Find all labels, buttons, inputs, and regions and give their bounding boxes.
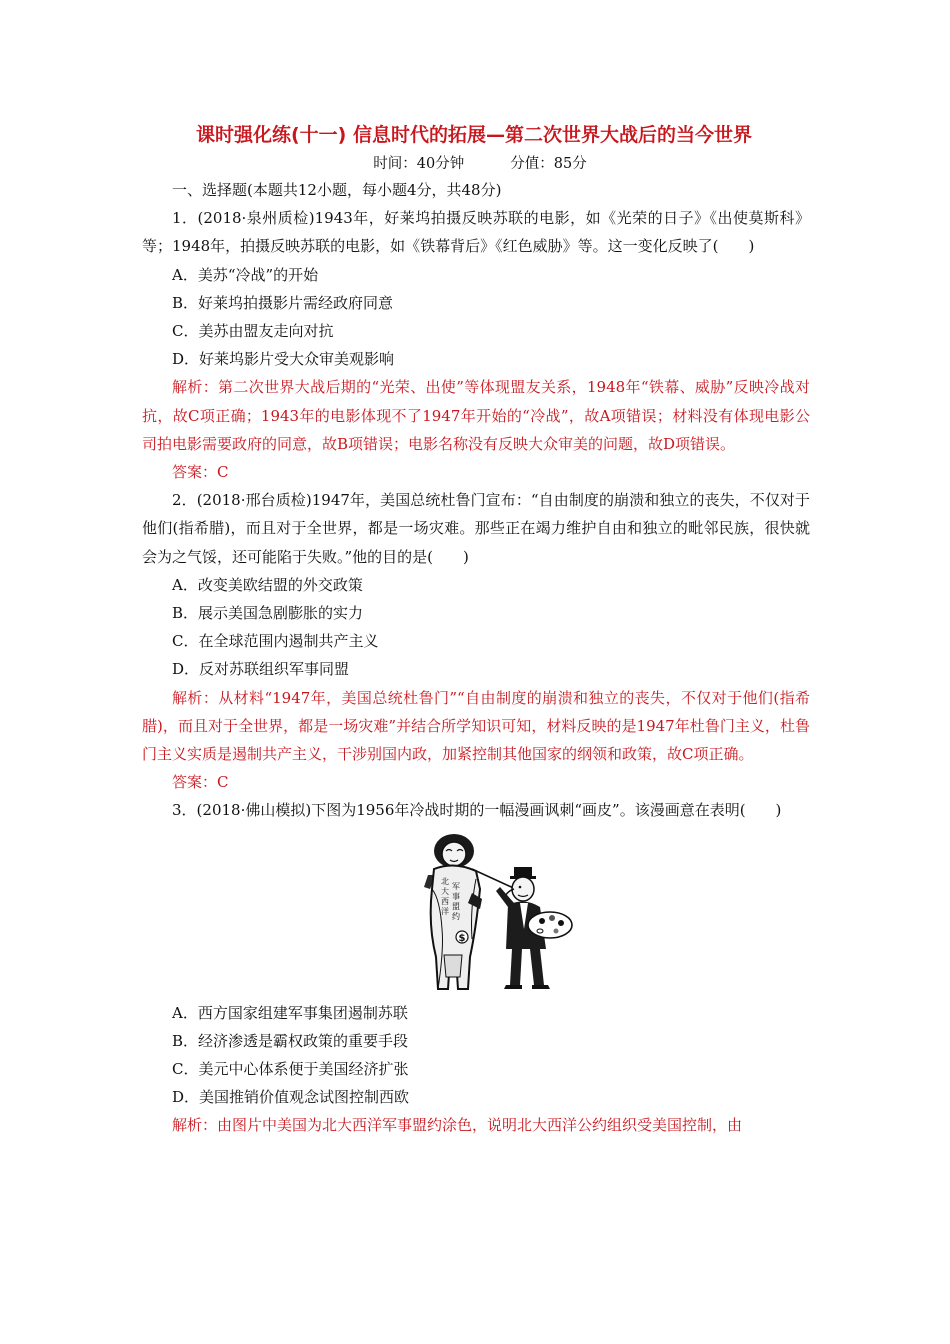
q3-option-d: D．美国推销价值观念试图控制西欧	[172, 1088, 410, 1107]
svg-text:约: 约	[452, 911, 460, 921]
question-3-stem: 3．(2018·佛山模拟)下图为1956年冷战时期的一幅漫画讽刺“画皮”。该漫画意在表明( )	[172, 801, 782, 820]
svg-text:西: 西	[441, 896, 449, 906]
q2-option-a: A．改变美欧结盟的外交政策	[172, 575, 363, 594]
q2-answer: 答案：C	[172, 773, 229, 792]
svg-text:洋: 洋	[441, 906, 449, 916]
painter-figure	[472, 867, 572, 989]
time-limit: 时间：40分钟	[373, 156, 465, 172]
q1-option-d: D．好莱坞影片受大众审美观影响	[172, 350, 395, 369]
svg-text:北: 北	[441, 876, 449, 886]
cartoon-image	[410, 829, 578, 995]
svg-text:大: 大	[441, 886, 449, 896]
q1-option-b: B．好莱坞拍摄影片需经政府同意	[172, 293, 394, 312]
exam-meta	[150, 152, 810, 176]
q2-analysis: 解析：从材料“1947年，美国总统杜鲁门”“自由制度的崩溃和独立的丧失，不仅对于他们(指希腊)，而且对于全世界，都是一场灾难”并结合所学知识可知，材料反映的是1947年杜鲁门主义，杜鲁门主义实质是遏制共产主义，干涉别国内政，加紧控制其他国家的纲领和政策，故C项正确。	[142, 688, 810, 764]
q1-option-a: A．美苏“冷战”的开始	[172, 265, 319, 284]
section-heading: 一、选择题(本题共12小题，每小题4分，共48分)	[172, 181, 502, 199]
cartoon-figure	[142, 829, 810, 995]
q1-answer: 答案：C	[172, 463, 229, 482]
document-page	[142, 118, 810, 1140]
svg-text:事: 事	[452, 891, 460, 901]
svg-text:盟: 盟	[452, 901, 460, 911]
question-2-stem: 2．(2018·邢台质检)1947年，美国总统杜鲁门宣布：“自由制度的崩溃和独立的丧失，不仅对于他们(指希腊)，而且对于全世界，都是一场灾难。那些正在竭力维护自由和独立的毗邻民族，很快就会为之气馁，还可能陷于失败。”他的目的是( )	[142, 491, 810, 566]
q3-option-c: C．美元中心体系便于美国经济扩张	[172, 1060, 409, 1079]
q3-analysis: 解析：由图片中美国为北大西洋军事盟约涂色，说明北大西洋公约组织受美国控制，由	[172, 1116, 743, 1135]
dollar-sign: $	[458, 932, 466, 944]
total-score: 分值：85分	[510, 156, 587, 172]
q3-option-b: B．经济渗透是霸权政策的重要手段	[172, 1031, 409, 1050]
q2-option-b: B．展示美国急剧膨胀的实力	[172, 604, 364, 623]
page-title: 课时强化练(十一) 信息时代的拓展—第二次世界大战后的当今世界	[196, 124, 752, 146]
q2-option-d: D．反对苏联组织军事同盟	[172, 660, 350, 679]
q1-analysis: 解析：第二次世界大战后期的“光荣、出使”等体现盟友关系，1948年“铁幕、威胁”反映冷战对抗，故C项正确；1943年的电影体现不了1947年开始的“冷战”，故A项错误；材料没有体现电影公司拍电影需要政府的同意，故B项错误；电影名称没有反映大众审美的问题，故D项错误。	[142, 378, 810, 453]
q3-option-a: A．西方国家组建军事集团遏制苏联	[172, 1003, 408, 1022]
question-1-stem: 1．(2018·泉州质检)1943年，好莱坞拍摄反映苏联的电影，如《光荣的日子》《出使莫斯科》等；1948年，拍摄反映苏联的电影，如《铁幕背后》《红色威胁》等。这一变化反映了( )	[142, 209, 810, 256]
svg-text:军: 军	[452, 881, 460, 891]
q1-option-c: C．美苏由盟友走向对抗	[172, 322, 334, 341]
q2-option-c: C．在全球范围内遏制共产主义	[172, 632, 379, 651]
